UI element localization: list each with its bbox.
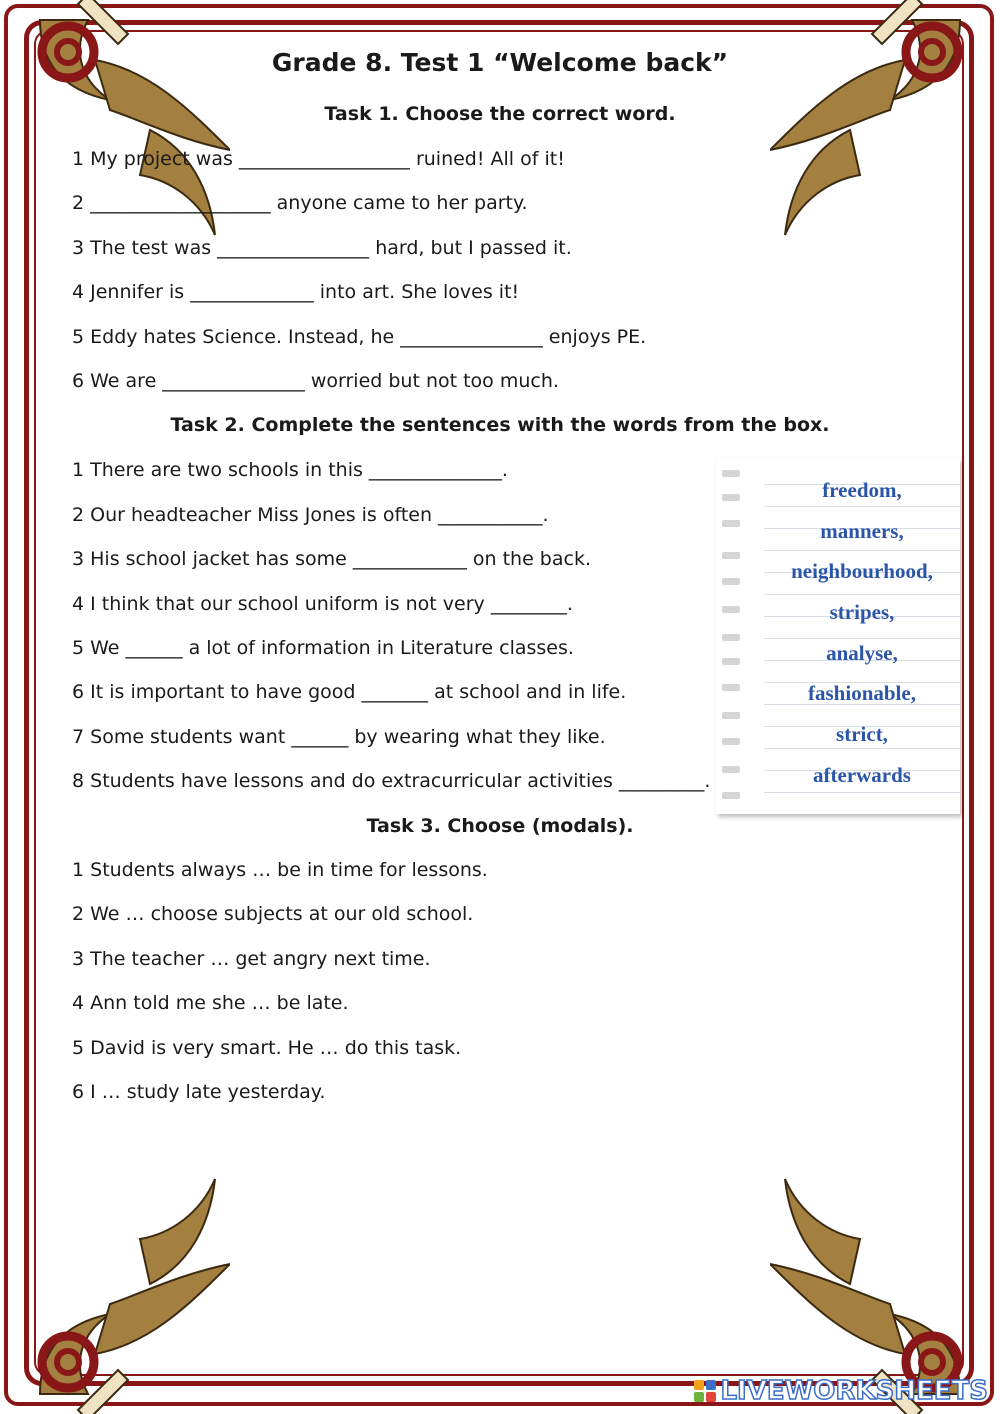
task1-item: 1 My project was __________________ ruined! All of it! <box>72 148 565 170</box>
task1-item: 4 Jennifer is _____________ into art. She loves it! <box>72 281 520 303</box>
binder-hole-icon <box>722 766 740 773</box>
paper-rule <box>764 748 960 749</box>
task3-item: 2 We … choose subjects at our old school. <box>72 903 474 925</box>
page-title: Grade 8. Test 1 “Welcome back” <box>271 48 729 77</box>
word-afterwards: afterwards <box>813 763 911 787</box>
binder-hole-icon <box>722 792 740 799</box>
binder-hole-icon <box>722 712 740 719</box>
word-stripes: stripes, <box>829 600 895 624</box>
task3-item: 5 David is very smart. He … do this task. <box>72 1037 462 1059</box>
word-box <box>716 458 960 814</box>
binder-hole-icon <box>722 658 740 665</box>
binder-hole-icon <box>722 606 740 613</box>
paper-rule <box>764 792 960 793</box>
word-freedom: freedom, <box>822 478 902 502</box>
liveworksheets-logo-icon <box>694 1380 716 1402</box>
binder-hole-icon <box>722 520 740 527</box>
binder-hole-icon <box>722 552 740 559</box>
word-fashionable: fashionable, <box>808 681 916 705</box>
task3-heading: Task 3. Choose (modals). <box>366 815 634 837</box>
word-strict: strict, <box>836 722 888 746</box>
task2-item: 4 I think that our school uniform is not very ________. <box>72 593 573 615</box>
word-analyse: analyse, <box>826 641 898 665</box>
task3-item: 4 Ann told me she … be late. <box>72 992 349 1014</box>
task3-item: 3 The teacher … get angry next time. <box>72 948 431 970</box>
paper-rule <box>764 594 960 595</box>
task1-item: 3 The test was ________________ hard, but I passed it. <box>72 237 572 259</box>
word-neighbourhood: neighbourhood, <box>791 559 933 583</box>
binder-hole-icon <box>722 738 740 745</box>
paper-rule <box>764 638 960 639</box>
task2-item: 3 His school jacket has some ____________ on the back. <box>72 548 592 570</box>
task3-item: 1 Students always … be in time for lessons. <box>72 859 488 881</box>
paper-rule <box>764 506 960 507</box>
binder-hole-icon <box>722 470 740 477</box>
paper-rule <box>764 550 960 551</box>
task2-item: 6 It is important to have good _______ at school and in life. <box>72 681 627 703</box>
task1-item: 2 ___________________ anyone came to her party. <box>72 192 528 214</box>
task2-item: 8 Students have lessons and do extracurricular activities _________. <box>72 770 711 792</box>
task2-item: 2 Our headteacher Miss Jones is often ___________. <box>72 504 549 526</box>
word-manners: manners, <box>820 519 904 543</box>
task1-heading: Task 1. Choose the correct word. <box>324 103 676 125</box>
fleur-de-lis-ornament-icon <box>0 1174 230 1414</box>
binder-hole-icon <box>722 578 740 585</box>
task2-item: 5 We ______ a lot of information in Literature classes. <box>72 637 574 659</box>
liveworksheets-logo[interactable] <box>694 1374 988 1408</box>
task2-item: 7 Some students want ______ by wearing what they like. <box>72 726 606 748</box>
task2-item: 1 There are two schools in this ______________. <box>72 459 508 481</box>
task1-item: 5 Eddy hates Science. Instead, he _______________ enjoys PE. <box>72 326 647 348</box>
task1-item: 6 We are _______________ worried but not too much. <box>72 370 559 392</box>
logo-text: LIVEWORKSHEETS <box>720 1376 988 1406</box>
binder-hole-icon <box>722 684 740 691</box>
task2-heading: Task 2. Complete the sentences with the words from the box. <box>170 414 830 436</box>
binder-hole-icon <box>722 634 740 641</box>
task3-item: 6 I … study late yesterday. <box>72 1081 326 1103</box>
binder-hole-icon <box>722 494 740 501</box>
